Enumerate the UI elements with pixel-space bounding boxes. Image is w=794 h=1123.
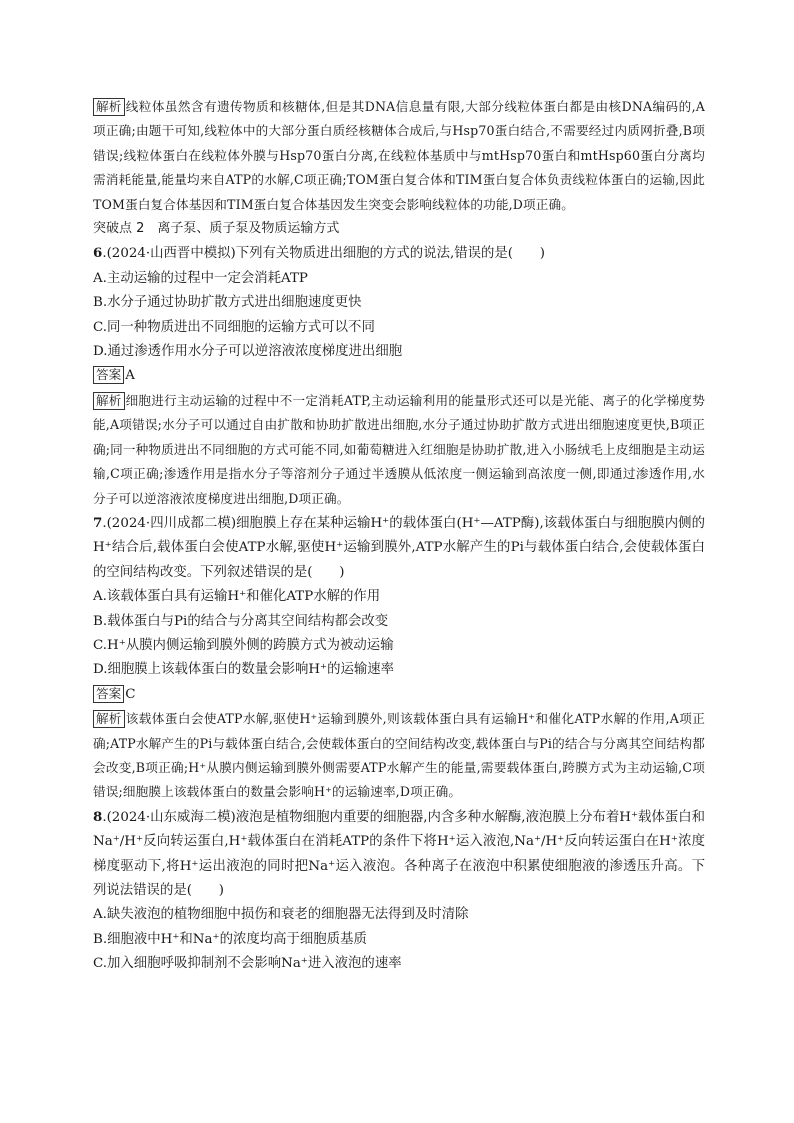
- question-6-option-b: B.水分子通过协助扩散方式进出细胞速度更快: [93, 295, 362, 311]
- question-8-option-a: A.缺失液泡的植物细胞中损伤和衰老的细胞器无法得到及时清除: [93, 907, 469, 923]
- explanation-text: 线粒体虽然含有遗传物质和核糖体,但是其DNA信息量有限,大部分线粒体蛋白都是由核DNA编码的,A项正确;由题干可知,线粒体中的大部分蛋白质经核糖体合成后,与Hsp70蛋白结合,不需要经过内质网折叠,B项错误;线粒体蛋白在线粒体外膜与Hsp70蛋白分离,在线粒体基质中与mtHsp70蛋白和mtHsp60蛋白分离均需消耗能量,能量均来自ATP的水解,C项正确;TOM蛋白复合体和TIM蛋白复合体负责线粒体蛋白的运输,因此TOM蛋白复合体基因和TIM蛋白复合体基因发生突变会影响线粒体的功能,D项正确。: [93, 99, 705, 212]
- question-7-option-b: B.载体蛋白与Pi的结合与分离其空间结构都会改变: [93, 613, 389, 629]
- question-stem-text: .(2024·山西晋中模拟)下列有关物质进出细胞的方式的说法,错误的是( ): [102, 246, 546, 262]
- page-content: [93, 95, 705, 977]
- section-title: 突破点 2 离子泵、质子泵及物质运输方式: [93, 221, 340, 237]
- answer-label: 答案: [93, 366, 124, 384]
- explanation-text: 该载体蛋白会使ATP水解,驱使H⁺运输到膜外,则该载体蛋白具有运输H⁺和催化ATP水解的作用,A项正确;ATP水解产生的Pi与载体蛋白结合,会使载体蛋白的空间结构改变,载体蛋白与Pi的结合与分离其空间结构都会改变,B项正确;H⁺从膜内侧运输到膜外侧需要ATP水解产生的能量,需要载体蛋白,跨膜方式为主动运输,C项错误;细胞膜上该载体蛋白的数量会影响H⁺的运输速率,D项正确。: [93, 711, 706, 800]
- question-6-answer: [93, 364, 705, 388]
- explanation-label: 解析: [93, 710, 125, 728]
- question-stem-text: .(2024·山东威海二模)液泡是植物细胞内重要的细胞器,内含多种水解酶,液泡膜上分布着H⁺载体蛋白和Na⁺/H⁺反向转运蛋白,H⁺载体蛋白在消耗ATP的条件下将H⁺运入液泡,Na⁺/H⁺反向转运蛋白在H⁺浓度梯度驱动下,将H⁺运出液泡的同时把Na⁺运入液泡。各种离子在液泡中积累使细胞液的渗透压升高。下列说法错误的是( ): [93, 809, 705, 898]
- answer-value: C: [125, 686, 136, 702]
- question-6-option-a: A.主动运输的过程中一定会消耗ATP: [93, 270, 308, 286]
- question-7-option-c: C.H⁺从膜内侧运输到膜外侧的跨膜方式为被动运输: [93, 637, 394, 653]
- explanation-block-1: [93, 95, 705, 217]
- question-stem-text: .(2024·四川成都二模)细胞膜上存在某种运输H⁺的载体蛋白(H⁺—ATP酶),该载体蛋白与细胞膜内侧的H⁺结合后,载体蛋白会使ATP水解,驱使H⁺运输到膜外,ATP水解产生的Pi与载体蛋白结合,会使载体蛋白的空间结构改变。下列叙述错误的是( ): [93, 515, 705, 580]
- explanation-label: 解析: [93, 98, 125, 116]
- question-8-option-c: C.加入细胞呼吸抑制剂不会影响Na⁺进入液泡的速率: [93, 956, 402, 972]
- question-7-option-d: D.细胞膜上该载体蛋白的数量会影响H⁺的运输速率: [93, 662, 395, 678]
- question-6-explanation: [93, 389, 705, 511]
- question-number: 8: [93, 808, 103, 825]
- answer-label: 答案: [93, 685, 124, 703]
- question-8-stem: [93, 805, 705, 904]
- question-6-option-d: D.通过渗透作用水分子可以逆溶液浓度梯度进出细胞: [93, 344, 403, 360]
- question-7-option-a: A.该载体蛋白具有运输H⁺和催化ATP水解的作用: [93, 589, 381, 605]
- question-number: 7: [93, 514, 103, 531]
- question-7-stem: [93, 511, 705, 585]
- explanation-text: 细胞进行主动运输的过程中不一定消耗ATP,主动运输利用的能量形式还可以是光能、离子的化学梯度势能,A项错误;水分子可以通过自由扩散和协助扩散进出细胞,水分子通过协助扩散方式进出细胞速度更快,B项正确;同一种物质进出不同细胞的方式可能不同,如葡萄糖进入红细胞是协助扩散,进入小肠绒毛上皮细胞是主动运输,C项正确;渗透作用是指水分子等溶剂分子通过半透膜从低浓度一侧运输到高浓度一侧,即通过渗透作用,水分子可以逆溶液浓度梯度进出细胞,D项正确。: [93, 392, 705, 506]
- question-7-explanation: [93, 707, 705, 805]
- explanation-label: 解析: [93, 392, 125, 410]
- question-6-stem: [93, 241, 705, 266]
- question-7-answer: [93, 683, 705, 707]
- answer-value: A: [125, 368, 135, 384]
- question-6-option-c: C.同一种物质进出不同细胞的运输方式可以不同: [93, 319, 375, 335]
- question-number: 6: [93, 245, 103, 262]
- question-8-option-b: B.细胞液中H⁺和Na⁺的浓度均高于细胞质基质: [93, 931, 367, 947]
